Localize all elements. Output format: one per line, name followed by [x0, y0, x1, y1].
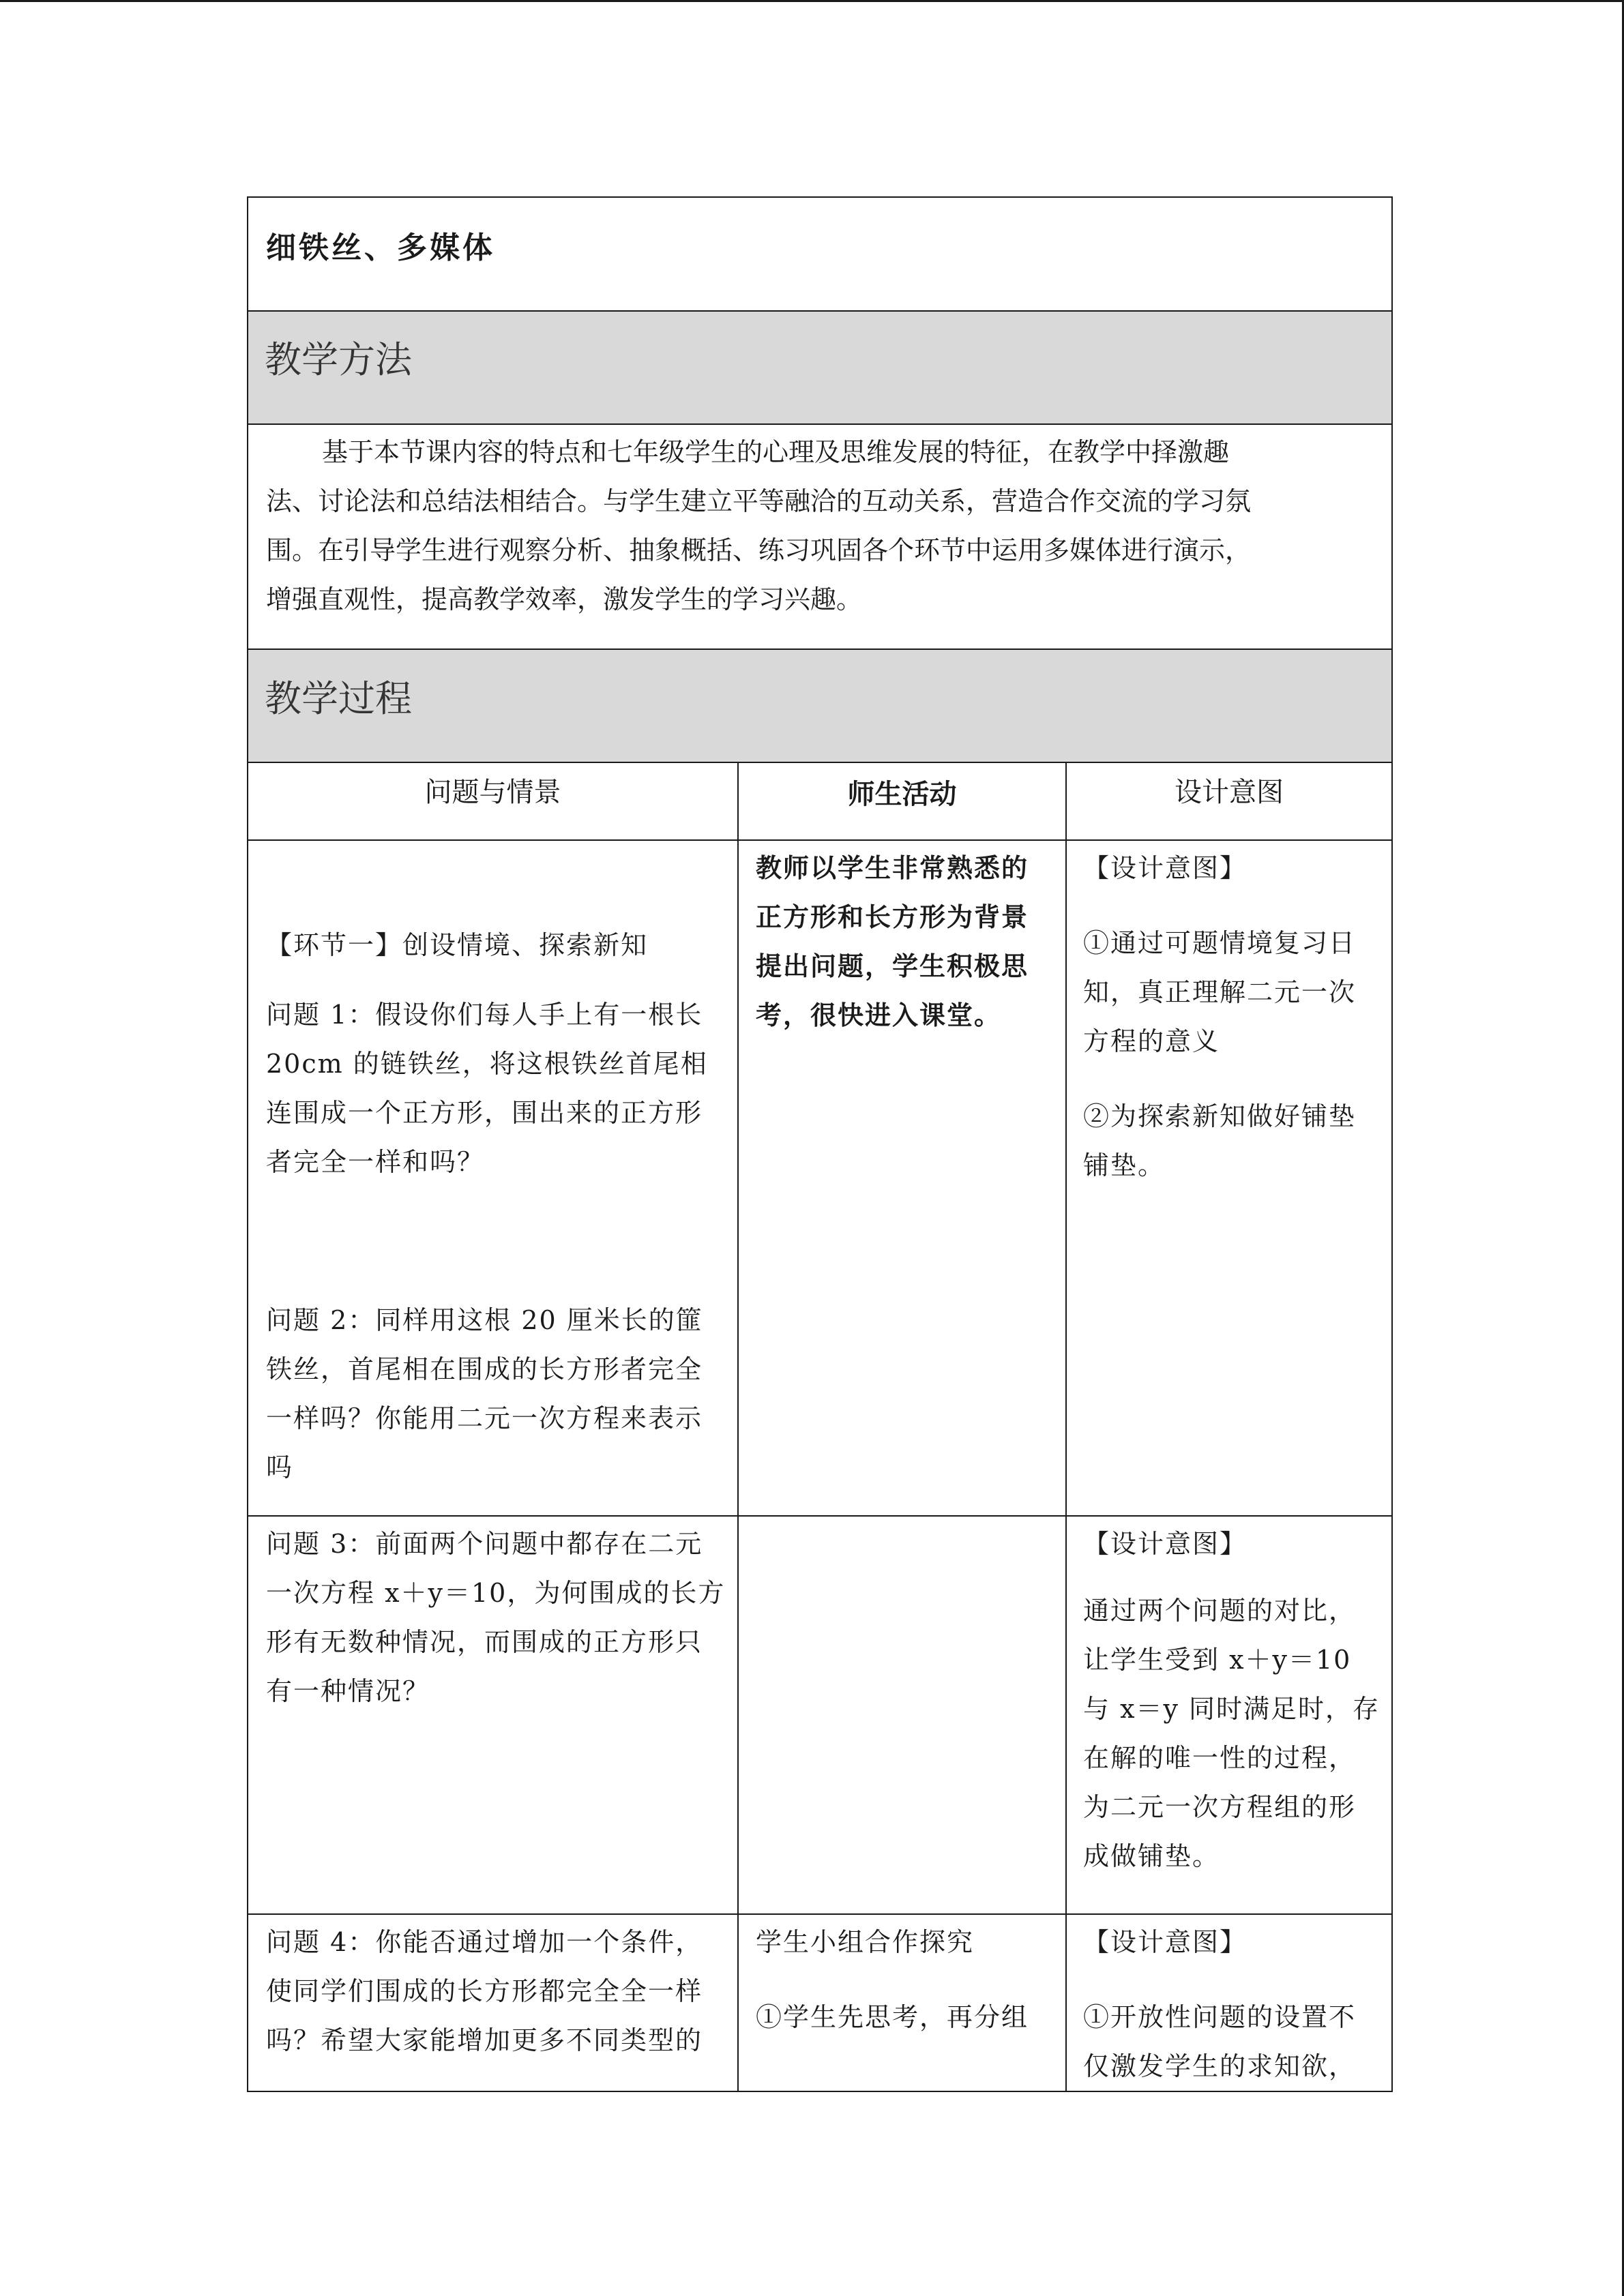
row-divider — [247, 839, 1393, 841]
row2-intent — [1083, 1519, 1383, 1881]
row3-intent — [1083, 1918, 1383, 2091]
question-line: 问题 2：同样用这根 20 厘米长的篚 — [266, 1305, 703, 1335]
question-line: 问题 3：前面两个问题中都存在二元 — [266, 1529, 703, 1559]
row3-activity — [756, 1918, 1059, 2042]
row1-situation — [266, 921, 730, 1187]
materials-text: 细铁丝、多媒体 — [266, 230, 495, 265]
intent-line: 让学生受到 x＋y＝10 — [1083, 1645, 1352, 1675]
activity-line: 考，很快进入课堂。 — [756, 1000, 1002, 1030]
row1-situation-q2 — [266, 1296, 730, 1492]
header-activity: 师生活动 — [847, 778, 957, 810]
process-title: 教学过程 — [265, 677, 412, 720]
intent-line: 成做铺垫。 — [1083, 1841, 1220, 1871]
activity-line: 提出问题，学生积极思 — [756, 951, 1029, 981]
activity-line: 正方形和长方形为背景 — [756, 901, 1029, 932]
intent-line: ②为探索新知做好铺垫 — [1083, 1101, 1357, 1131]
question-line: 问题 4：你能否通过增加一个条件， — [266, 1927, 703, 1957]
question-line: 吗 — [266, 1452, 294, 1482]
header-intent: 设计意图 — [1175, 777, 1284, 808]
question-line: 者完全一样和吗？ — [266, 1147, 485, 1177]
row1-intent — [1083, 844, 1383, 1190]
intent-line: ①通过可题情境复习日 — [1083, 928, 1357, 958]
question-line: 一次方程 x＋y＝10，为何围成的长方 — [266, 1578, 726, 1608]
activity-line: 教师以学生非常熟悉的 — [756, 852, 1029, 883]
question-line: 问题 1：假设你们每人手上有一根长 — [266, 1000, 703, 1030]
method-line: 法、讨论法和总结法相结合。与学生建立平等融洽的互动关系，营造合作交流的学习氛 — [266, 486, 1252, 516]
intent-line: 在解的唯一性的过程， — [1083, 1743, 1357, 1773]
activity-line: 学生小组合作探究 — [756, 1927, 975, 1957]
method-paragraph — [266, 428, 1371, 624]
row3-situation — [266, 1918, 730, 2065]
intent-line: 通过两个问题的对比， — [1083, 1596, 1357, 1626]
page-top-border — [0, 0, 1624, 2]
intent-line: ①开放性问题的设置不 — [1083, 2002, 1357, 2032]
question-line: 有一种情况？ — [266, 1676, 430, 1706]
question-line: 连围成一个正方形，围出来的正方形 — [266, 1098, 703, 1128]
column-divider — [737, 762, 739, 2092]
question-line: 形有无数种情况，而围成的正方形只 — [266, 1627, 703, 1657]
intent-label: 【设计意图】 — [1083, 853, 1247, 883]
process-section-band — [248, 650, 1391, 762]
row-divider — [247, 648, 1393, 650]
row-divider — [247, 423, 1393, 425]
intent-label: 【设计意图】 — [1083, 1529, 1247, 1559]
activity-line: ①学生先思考，再分组 — [756, 2002, 1029, 2032]
intent-label: 【设计意图】 — [1083, 1927, 1247, 1957]
method-title: 教学方法 — [265, 338, 412, 381]
row-divider — [247, 310, 1393, 312]
question-line: 铁丝，首尾相在围成的长方形者完全 — [266, 1354, 703, 1384]
row-divider — [247, 1515, 1393, 1517]
method-line: 增强直观性，提高教学效率，激发学生的学习兴趣。 — [266, 584, 863, 614]
method-line: 基于本节课内容的特点和七年级学生的心理及思维发展的特征，在教学中择激趣 — [322, 437, 1230, 467]
intent-line: 为二元一次方程组的形 — [1083, 1792, 1357, 1822]
intent-line: 仅激发学生的求知欲， — [1083, 2051, 1357, 2081]
intent-line: 铺垫。 — [1083, 1150, 1166, 1180]
row-divider — [247, 762, 1393, 763]
question-line: 吗？希望大家能增加更多不同类型的 — [266, 2025, 703, 2055]
intent-line: 与 x＝y 同时满足时，存 — [1083, 1694, 1381, 1724]
intent-line: 方程的意义 — [1083, 1026, 1220, 1056]
question-line: 20cm 的链铁丝，将这根铁丝首尾相 — [266, 1049, 708, 1079]
method-line: 围。在引导学生进行观察分析、抽象概括、练习巩固各个环节中运用多媒体进行演示， — [266, 535, 1252, 565]
link-title: 【环节一】创设情境、探索新知 — [266, 930, 649, 960]
row-divider — [247, 1913, 1393, 1915]
question-line: 使同学们围成的长方形都完全全一样 — [266, 1976, 703, 2006]
column-divider — [1065, 762, 1067, 2092]
row1-activity — [756, 844, 1059, 1040]
intent-line: 知，真正理解二元一次 — [1083, 977, 1357, 1007]
question-line: 一样吗？你能用二元一次方程来表示 — [266, 1403, 703, 1433]
header-situation: 问题与情景 — [424, 777, 561, 808]
method-section-band — [248, 312, 1391, 423]
row2-situation — [266, 1519, 730, 1716]
